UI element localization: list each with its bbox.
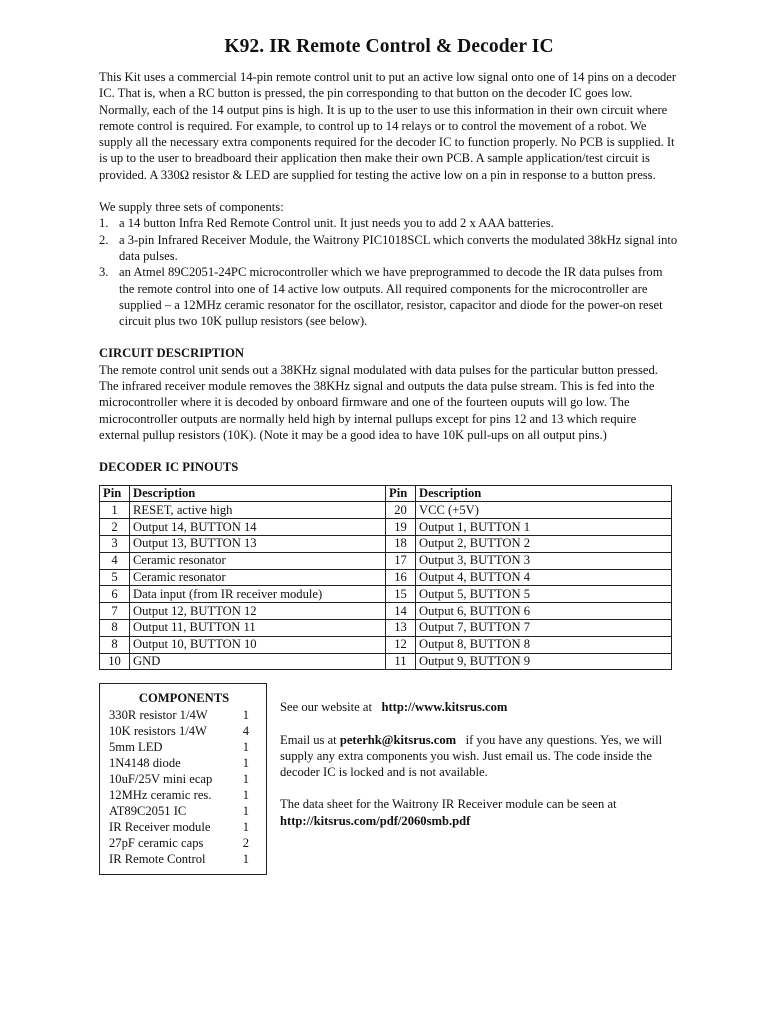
pin-description-left: Ceramic resonator <box>130 569 386 586</box>
component-item <box>109 755 266 771</box>
component-item <box>109 771 266 787</box>
component-quantity: 1 <box>242 852 249 867</box>
pin-number-left: 10 <box>100 653 130 670</box>
page-title: K92. IR Remote Control & Decoder IC <box>224 36 554 57</box>
pin-description-left: Output 10, BUTTON 10 <box>130 636 386 653</box>
component-quantity: 1 <box>242 771 249 786</box>
component-quantity: 1 <box>242 788 249 803</box>
component-name: AT89C2051 IC <box>109 804 187 819</box>
pin-description-left: Output 13, BUTTON 13 <box>130 535 386 552</box>
component-quantity: 1 <box>242 820 249 835</box>
pin-description-left: Ceramic resonator <box>130 552 386 569</box>
component-name: IR Receiver module <box>109 820 211 835</box>
component-quantity: 1 <box>242 804 249 819</box>
supply-item-number: 1. <box>99 216 109 231</box>
pin-number-left: 6 <box>100 586 130 603</box>
document-page <box>99 36 679 883</box>
pin-number-right: 19 <box>386 519 416 536</box>
email-paragraph <box>280 732 676 781</box>
circuit-heading: CIRCUIT DESCRIPTION <box>99 346 244 361</box>
pinouts-heading: DECODER IC PINOUTS <box>99 460 239 475</box>
component-item <box>109 707 266 723</box>
pin-description-right: Output 7, BUTTON 7 <box>416 619 672 636</box>
pin-description-right: Output 3, BUTTON 3 <box>416 552 672 569</box>
components-box <box>99 683 267 875</box>
supply-item-number: 3. <box>99 265 109 280</box>
supply-item-number: 2. <box>99 232 109 247</box>
supply-item <box>99 215 679 231</box>
supply-item-text: a 3-pin Infrared Receiver Module, the Waitrony PIC1018SCL which converts the modulated 38kHz signal into data pulses. <box>119 232 678 263</box>
pin-description-right: Output 9, BUTTON 9 <box>416 653 672 670</box>
component-name: 12MHz ceramic res. <box>109 788 212 803</box>
table-row <box>100 653 672 670</box>
pin-description-left: Output 11, BUTTON 11 <box>130 619 386 636</box>
supply-list <box>99 215 679 329</box>
table-row <box>100 535 672 552</box>
component-item <box>109 803 266 819</box>
pin-number-left: 7 <box>100 603 130 620</box>
pin-number-right: 20 <box>386 502 416 519</box>
table-row <box>100 619 672 636</box>
component-item <box>109 723 266 739</box>
supply-intro: We supply three sets of components: <box>99 200 284 215</box>
spacer <box>99 183 679 199</box>
table-row <box>100 636 672 653</box>
pin-description-right: VCC (+5V) <box>416 502 672 519</box>
component-name: 330R resistor 1/4W <box>109 707 208 722</box>
pin-number-left: 3 <box>100 535 130 552</box>
pin-description-left: Output 12, BUTTON 12 <box>130 603 386 620</box>
pin-description-right: Output 2, BUTTON 2 <box>416 535 672 552</box>
component-name: 5mm LED <box>109 739 163 754</box>
website-prefix: See our website at <box>280 700 372 715</box>
pin-description-left: GND <box>130 653 386 670</box>
pin-number-left: 8 <box>100 619 130 636</box>
website-line <box>280 699 676 715</box>
datasheet-paragraph <box>280 796 676 829</box>
components-heading: COMPONENTS <box>138 691 230 706</box>
table-row <box>100 502 672 519</box>
supply-item <box>99 232 679 265</box>
component-quantity: 4 <box>242 723 249 738</box>
pin-description-right: Output 5, BUTTON 5 <box>416 586 672 603</box>
column-header-pin: Pin <box>100 485 130 502</box>
table-row <box>100 569 672 586</box>
pin-description-right: Output 6, BUTTON 6 <box>416 603 672 620</box>
component-name: IR Remote Control <box>109 852 206 867</box>
bottom-section <box>99 683 679 883</box>
table-row <box>100 586 672 603</box>
pin-description-left: Data input (from IR receiver module) <box>130 586 386 603</box>
datasheet-text: The data sheet for the Waitrony IR Receiver module can be seen at <box>280 797 617 812</box>
contact-info <box>280 699 676 829</box>
pin-number-left: 8 <box>100 636 130 653</box>
email-suffix: if you have any questions. Yes, we will supply any extra components you wish. Just email us. The code inside the decoder IC is locked and is not available. <box>280 732 663 780</box>
component-item <box>109 851 266 867</box>
component-item <box>109 835 266 851</box>
component-quantity: 1 <box>242 707 249 722</box>
spacer <box>99 329 679 345</box>
spacer <box>99 443 679 459</box>
pin-description-right: Output 4, BUTTON 4 <box>416 569 672 586</box>
table-header-row <box>100 485 672 502</box>
pin-number-left: 4 <box>100 552 130 569</box>
pin-number-right: 16 <box>386 569 416 586</box>
pinout-table <box>99 485 672 671</box>
email-link[interactable]: peterhk@kitsrus.com <box>339 732 457 747</box>
circuit-paragraph: The remote control unit sends out a 38KHz signal modulated with data pulses for the particular button pressed. The infrared receiver module removes the 38KHz signal and outputs the data pulse stream. This is fed into the microcontroller where it is decoded by onboard firmware and one of the fourteen ouputs will go low. The microcontroller outputs are normally held high by internal pullups except for pins 12 and 13 which require external pullup resistors (10K). (Note it may be a good idea to have 10K pull-ups on all output pins.) <box>99 362 658 442</box>
pin-description-left: Output 14, BUTTON 14 <box>130 519 386 536</box>
pin-number-right: 13 <box>386 619 416 636</box>
website-link[interactable]: http://www.kitsrus.com <box>381 700 508 715</box>
component-name: 10K resistors 1/4W <box>109 723 207 738</box>
pin-number-right: 11 <box>386 653 416 670</box>
email-prefix: Email us at <box>280 732 337 747</box>
component-quantity: 2 <box>242 836 249 851</box>
pin-number-left: 5 <box>100 569 130 586</box>
component-quantity: 1 <box>242 739 249 754</box>
spacer <box>280 716 676 732</box>
pin-number-right: 18 <box>386 535 416 552</box>
pin-number-right: 17 <box>386 552 416 569</box>
supply-item-text: a 14 button Infra Red Remote Control unit. It just needs you to add 2 x AAA batteries. <box>119 216 554 231</box>
column-header-pin: Pin <box>386 485 416 502</box>
datasheet-link[interactable]: http://kitsrus.com/pdf/2060smb.pdf <box>280 813 471 828</box>
table-row <box>100 552 672 569</box>
pin-description-right: Output 1, BUTTON 1 <box>416 519 672 536</box>
table-row <box>100 519 672 536</box>
intro-paragraph: This Kit uses a commercial 14-pin remote control unit to put an active low signal onto one of 14 pins on a decoder IC. That is, when a RC button is pressed, the pin corresponding to that button on the decoder IC goes low. Normally, each of the 14 output pins is high. It is up to the user to use this information in their own circuit where remote control is required. For example, to control up to 14 relays or to control the movement of a robot. We supply all the necessary extra components required for the decoder IC to function properly. No PCB is supplied. It is up to the user to breadboard their application then make their own PCB. A sample application/test circuit is provided. A 330Ω resistor & LED are supplied for testing the active low on a pin in response to a button press. <box>99 70 677 182</box>
component-name: 27pF ceramic caps <box>109 836 204 851</box>
component-name: 10uF/25V mini ecap <box>109 771 213 786</box>
column-header-description: Description <box>416 485 672 502</box>
pin-number-right: 15 <box>386 586 416 603</box>
pin-number-left: 1 <box>100 502 130 519</box>
spacer <box>280 780 676 796</box>
table-row <box>100 603 672 620</box>
supply-item-text: an Atmel 89C2051-24PC microcontroller which we have preprogrammed to decode the IR data pulses from the remote control into one of 14 active low outputs. All required components for the microcontroller are supplied – a 12MHz ceramic resonator for the oscillator, resistor, capacitor and diode for the power-on reset circuit plus two 10K pullup resistors (see below). <box>119 265 663 329</box>
column-header-description: Description <box>130 485 386 502</box>
pin-number-right: 12 <box>386 636 416 653</box>
pin-description-right: Output 8, BUTTON 8 <box>416 636 672 653</box>
component-name: 1N4148 diode <box>109 755 181 770</box>
component-item <box>109 739 266 755</box>
component-item <box>109 819 266 835</box>
supply-item <box>99 264 679 329</box>
pin-number-right: 14 <box>386 603 416 620</box>
component-quantity: 1 <box>242 755 249 770</box>
pin-number-left: 2 <box>100 519 130 536</box>
pin-description-left: RESET, active high <box>130 502 386 519</box>
component-item <box>109 787 266 803</box>
